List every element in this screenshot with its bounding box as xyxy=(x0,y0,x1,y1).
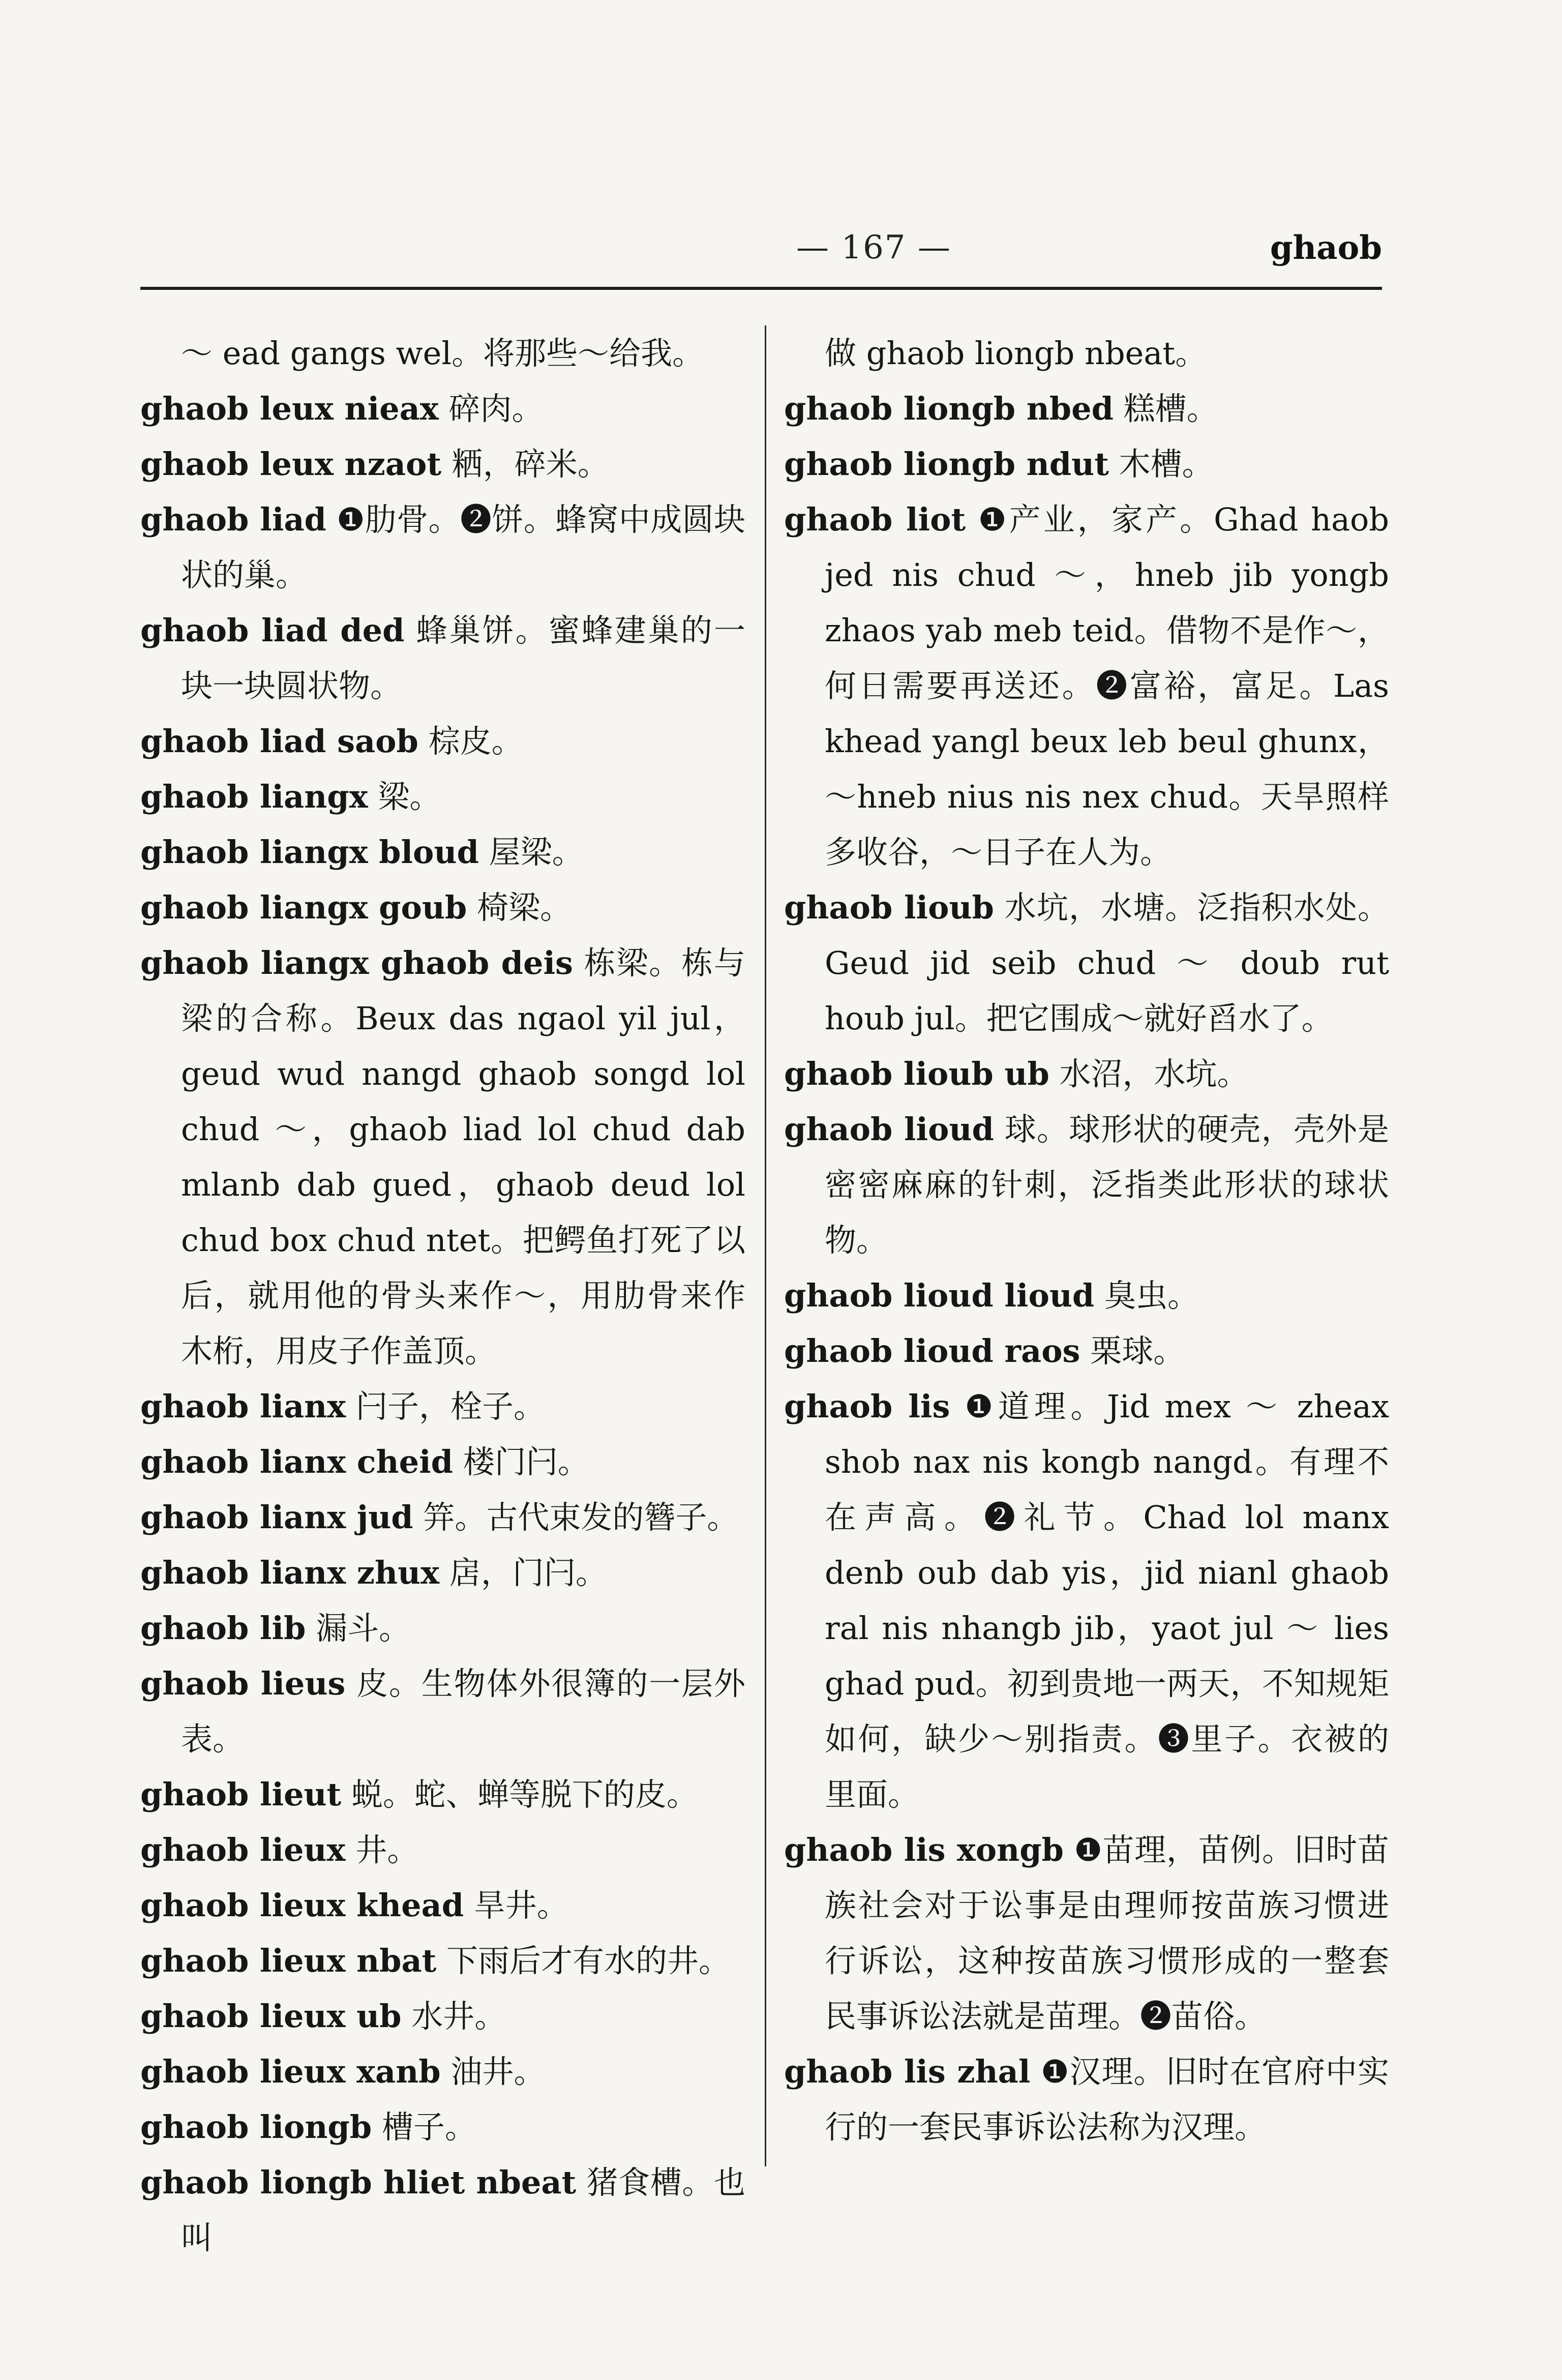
entry-definition: 皮。生物体外很簿的一层外表。 xyxy=(181,1665,745,1758)
dictionary-entry xyxy=(140,1988,745,2044)
entry-definition: ～ ead gangs wel。将那些～给我。 xyxy=(181,335,704,372)
right-column xyxy=(784,325,1389,2155)
entry-headword: ghaob liad saob xyxy=(140,723,418,760)
entry-headword: ghaob lis xyxy=(784,1388,950,1425)
entry-definition: 油井。 xyxy=(450,2053,546,2090)
entry-definition: 漏斗。 xyxy=(316,1610,411,1647)
entry-headword: ghaob lioud lioud xyxy=(784,1277,1095,1314)
entry-definition: ❶肋骨。❷饼。蜂窝中成圆块状的巢。 xyxy=(181,501,745,593)
entry-headword: ghaob lioub xyxy=(784,889,994,926)
entry-definition: 蜕。蛇、蝉等脱下的皮。 xyxy=(351,1776,698,1813)
entry-headword: ghaob lieux ub xyxy=(140,1998,402,2035)
dictionary-entry xyxy=(784,436,1389,492)
page-number: — 167 — xyxy=(796,229,951,266)
entry-definition: 楼门闩。 xyxy=(463,1443,589,1480)
entry-headword: ghaob liad xyxy=(140,501,326,538)
entry-definition: 扂，门闩。 xyxy=(449,1554,607,1591)
entry-headword: ghaob lieux xyxy=(140,1831,346,1868)
left-column xyxy=(140,325,745,2266)
dictionary-entry xyxy=(140,1656,745,1767)
entry-headword: ghaob lianx xyxy=(140,1388,346,1425)
dictionary-entry xyxy=(140,1434,745,1490)
dictionary-entry xyxy=(784,381,1389,436)
dictionary-entry xyxy=(140,2044,745,2099)
dictionary-entry xyxy=(140,436,745,492)
dictionary-entry xyxy=(140,769,745,824)
dictionary-entry xyxy=(784,2044,1389,2155)
entry-headword: ghaob lioub ub xyxy=(784,1055,1049,1092)
dictionary-entry xyxy=(140,2155,745,2266)
dictionary-entry xyxy=(140,1822,745,1878)
dictionary-entry xyxy=(140,1379,745,1434)
entry-definition: 椅梁。 xyxy=(477,889,572,926)
entry-headword: ghaob lianx zhux xyxy=(140,1554,440,1591)
entry-definition: ❶苗理，苗例。旧时苗族社会对于讼事是由理师按苗族习惯进行诉讼，这种按苗族习惯形成的一整套民事诉讼法就是苗理。❷苗俗。 xyxy=(825,1831,1389,2035)
header-rule xyxy=(140,287,1382,290)
entry-definition: 木槽。 xyxy=(1119,445,1214,483)
entry-definition: ❶产业，家产。Ghad haob jed nis chud ～，hneb jib yongb zhaos yab meb teid。借物不是作～，何日需要再送还。❷富裕，富足。Las khead yangl beux leb beul ghunx，～hneb nius nis nex chud。天旱照样多收谷，～日子在人为。 xyxy=(825,501,1389,871)
dictionary-entry xyxy=(140,1600,745,1656)
entry-definition: 水沼，水坑。 xyxy=(1059,1055,1249,1092)
entry-headword: ghaob lieut xyxy=(140,1776,342,1813)
entry-definition: 笄。古代束发的簪子。 xyxy=(423,1499,739,1536)
dictionary-entry xyxy=(140,603,745,713)
dictionary-entry xyxy=(140,824,745,880)
dictionary-entry xyxy=(784,1323,1389,1379)
dictionary-entry xyxy=(784,880,1389,1046)
dictionary-entry xyxy=(140,1767,745,1822)
dictionary-entry xyxy=(140,1490,745,1545)
entry-headword: ghaob leux nieax xyxy=(140,390,439,427)
entry-headword: ghaob lieux khead xyxy=(140,1887,464,1924)
entry-definition: 水井。 xyxy=(411,1998,506,2035)
entry-definition: 闩子，栓子。 xyxy=(355,1388,545,1425)
entry-definition: 粞，碎米。 xyxy=(451,445,609,483)
running-head: ghaob xyxy=(1270,229,1382,267)
entry-headword: ghaob liangx bloud xyxy=(140,834,479,871)
dictionary-entry xyxy=(140,713,745,769)
entry-definition: 蜂巢饼。蜜蜂建巢的一块一块圆状物。 xyxy=(181,612,745,704)
entry-definition: 下雨后才有水的井。 xyxy=(446,1942,731,1979)
entry-headword: ghaob lieus xyxy=(140,1665,346,1702)
entry-definition: 碎肉。 xyxy=(448,390,544,427)
entry-definition: 井。 xyxy=(355,1831,419,1868)
entry-headword: ghaob liongb ndut xyxy=(784,445,1109,483)
dictionary-entry xyxy=(784,492,1389,880)
entry-definition: 梁。 xyxy=(378,778,441,815)
dictionary-entry xyxy=(784,1822,1389,2044)
entry-headword: ghaob lib xyxy=(140,1610,306,1647)
dictionary-entry xyxy=(140,2099,745,2155)
entry-definition: 糕槽。 xyxy=(1123,390,1218,427)
entry-definition: ❶道理。Jid mex ～ zheax shob nax nis kongb nangd。有理不在声高。❷礼节。Chad lol manx denb oub dab yis，jid nianl ghaob ral nis nhangb jib，yaot jul ～ lies ghad pud。初到贵地一两天，不知规矩如何，缺少～别指责。❸里子。衣被的里面。 xyxy=(825,1388,1389,1813)
entry-headword: ghaob lieux xanb xyxy=(140,2053,441,2090)
entry-headword: ghaob lioud raos xyxy=(784,1332,1080,1370)
entry-headword: ghaob lis zhal xyxy=(784,2053,1031,2090)
dictionary-entry xyxy=(140,1545,745,1600)
entry-headword: ghaob liangx goub xyxy=(140,889,467,926)
entry-headword: ghaob liad ded xyxy=(140,612,405,649)
dictionary-entry xyxy=(784,1102,1389,1268)
column-divider xyxy=(765,325,766,2166)
dictionary-entry xyxy=(140,1878,745,1933)
page-header xyxy=(140,219,1382,280)
entry-headword: ghaob lioud xyxy=(784,1111,994,1148)
entry-definition: 做 ghaob liongb nbeat。 xyxy=(825,335,1207,372)
entry-headword: ghaob leux nzaot xyxy=(140,445,441,483)
entry-headword: ghaob lieux nbat xyxy=(140,1942,437,1979)
entry-definition: 臭虫。 xyxy=(1104,1277,1199,1314)
dictionary-entry xyxy=(140,1933,745,1988)
entry-headword: ghaob liangx xyxy=(140,778,368,815)
dictionary-entry xyxy=(140,880,745,935)
entry-definition: 栗球。 xyxy=(1090,1332,1185,1370)
dictionary-entry xyxy=(140,492,745,603)
entry-definition: 旱井。 xyxy=(473,1887,568,1924)
entry-headword: ghaob lianx jud xyxy=(140,1499,413,1536)
entry-definition: 屋梁。 xyxy=(489,834,584,871)
entry-definition: 水坑，水塘。泛指积水处。Geud jid seib chud ～ doub rut houb jul。把它围成～就好舀水了。 xyxy=(825,889,1389,1037)
entry-headword: ghaob liongb hliet nbeat xyxy=(140,2164,577,2201)
entry-headword: ghaob liot xyxy=(784,501,966,538)
entry-definition: 棕皮。 xyxy=(428,723,523,760)
dictionary-entry xyxy=(784,325,1389,381)
entry-definition: 槽子。 xyxy=(381,2108,476,2146)
dictionary-entry xyxy=(784,1379,1389,1822)
dictionary-entry xyxy=(784,1268,1389,1323)
entry-headword: ghaob liangx ghaob deis xyxy=(140,944,573,981)
entry-headword: ghaob lianx cheid xyxy=(140,1443,453,1480)
entry-definition: 栋梁。栋与梁的合称。Beux das ngaol yil jul，geud wud nangd ghaob songd lol chud ～，ghaob liad lol chud dab mlanb dab gued，ghaob deud lol chud box chud ntet。把鳄鱼打死了以后，就用他的骨头来作～，用肋骨来作木桁，用皮子作盖顶。 xyxy=(181,944,746,1370)
dictionary-entry xyxy=(140,325,745,381)
dictionary-entry xyxy=(784,1046,1389,1102)
dictionary-entry xyxy=(140,381,745,436)
entry-definition: 猪食槽。也叫 xyxy=(181,2164,745,2256)
entry-definition: ❶汉理。旧时在官府中实行的一套民事诉讼法称为汉理。 xyxy=(825,2053,1389,2146)
entry-headword: ghaob lis xongb xyxy=(784,1831,1064,1868)
entry-headword: ghaob liongb xyxy=(140,2108,372,2146)
dictionary-entry xyxy=(140,935,745,1379)
entry-headword: ghaob liongb nbed xyxy=(784,390,1114,427)
entry-definition: 球。球形状的硬壳，壳外是密密麻麻的针刺，泛指类此形状的球状物。 xyxy=(825,1111,1389,1259)
